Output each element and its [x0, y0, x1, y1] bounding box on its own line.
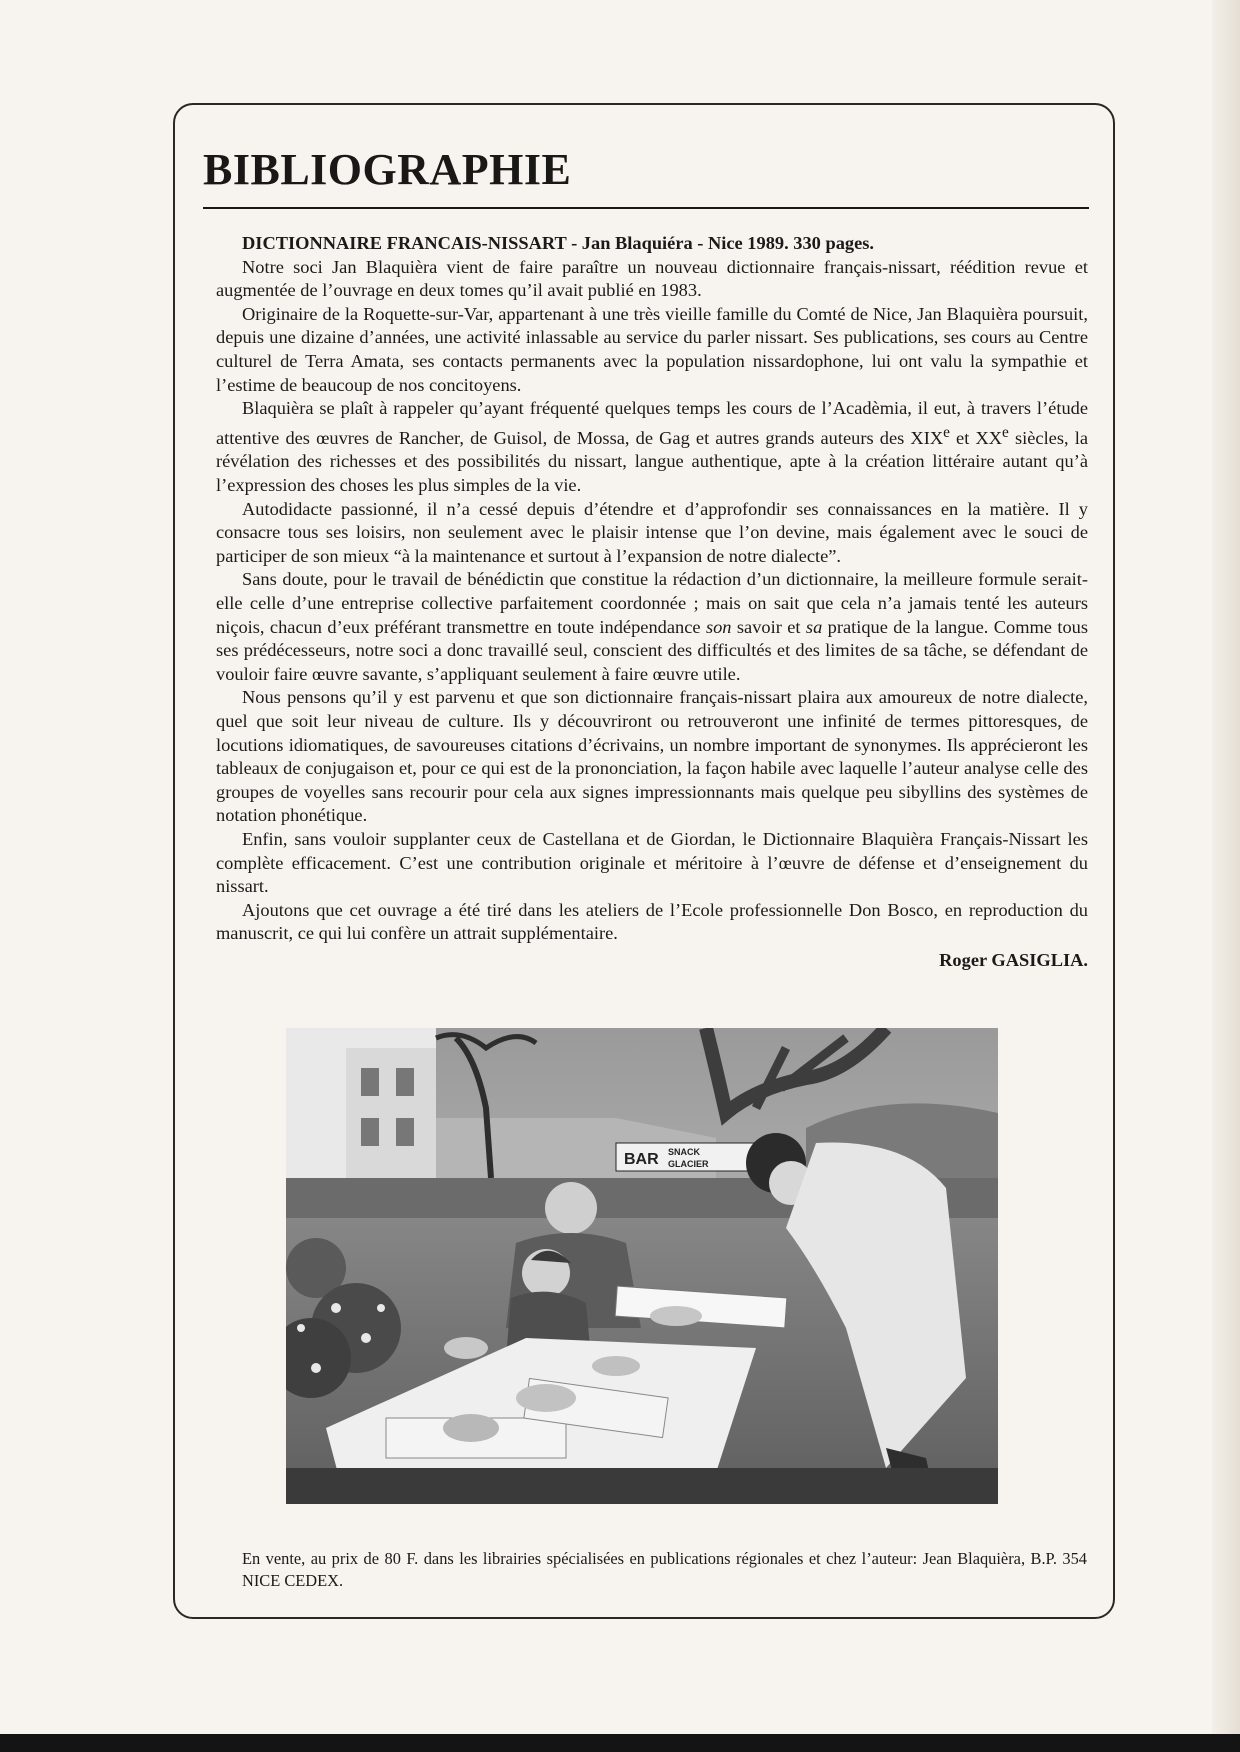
paragraph-3 — [216, 397, 1088, 498]
scan-border — [0, 1734, 1240, 1752]
paragraph-3-part-c: siècles, la révélation des richesses et des possibilités du nissart, langue authentique, apte à la création littéraire autant qu’à l’expression des choses les plus simples de la vie. — [216, 427, 1089, 496]
photo-sign-snack: SNACK — [668, 1147, 701, 1157]
paragraph-4: Autodidacte passionné, il n’a cessé depuis d’étendre et d’approfondir ses connaissances en la matière. Il y consacre tous ses loisirs, non seulement avec le plaisir intense que l’on devine, mais également avec le souci de participer de son mieux “à la maintenance et surtout à l’expansion de notre dialecte”. — [216, 498, 1088, 566]
entry-heading: DICTIONNAIRE FRANCAIS-NISSART - Jan Blaquiéra - Nice 1989. 330 pages. — [242, 233, 875, 253]
paragraph-5-part-b: savoir et — [731, 616, 806, 637]
century-superscript-1: e — [943, 423, 950, 441]
paragraph-3-part-a: Blaquièra se plaît à rappeler qu’ayant fréquenté quelques temps les cours de l’Acadèmia, il eut, à travers l’étude attentive des œuvres de Rancher, de Guisol, de Mossa, de Gag et autres grands auteurs des XIX — [216, 398, 1088, 448]
photo-stone-5 — [592, 1356, 640, 1376]
article-body — [216, 232, 1088, 973]
photo-elderly-man-head — [545, 1182, 597, 1234]
photo-illustration — [286, 1028, 998, 1504]
author-signature: Roger GASIGLIA. — [939, 949, 1088, 970]
title-rule — [203, 207, 1089, 209]
photo-stone-2 — [516, 1384, 576, 1412]
article-photo — [286, 1028, 998, 1504]
section-title: BIBLIOGRAPHIE — [203, 145, 572, 194]
paragraph-5-part-a: Sans doute, pour le travail de bénédictin que constitue la rédaction d’un dictionnaire, la meilleure formule serait-elle celle d’une entreprise collective parfaitement coordonnée ; mais on sait que cela n’a jamais tenté les auteurs niçois, chacun d’eux préférant transmettre en toute indépendance — [216, 569, 1088, 637]
paragraph-5-part-c: pratique de la langue. Comme tous ses prédécesseurs, notre soci a donc travaillé seul, conscient des difficultés et des limites de sa tâche, se défendant de vouloir faire œuvre savante, s’appliquant seulement à faire œuvre utile. — [216, 616, 1089, 684]
paragraph-3-part-b: et XX — [949, 427, 1003, 448]
photo-stone-3 — [444, 1337, 488, 1359]
paragraph-2: Originaire de la Roquette-sur-Var, appartenant à une très vieille famille du Comté de Nice, Jan Blaquièra poursuit, depuis une dizaine d’années, une activité inlassable au service du parler nissart. Ses publications, ses cours au Centre culturel de Terra Amata, ses contacts permanents avec la population nissardophone, lui ont valu la sympathie et l’estime de beaucoup de nos concitoyens. — [216, 303, 1088, 395]
emphasis-sa: sa — [805, 616, 823, 637]
photo-sign-glacier: GLACIER — [668, 1159, 709, 1169]
century-superscript-2: e — [1002, 423, 1009, 441]
photo-stone-1 — [443, 1414, 499, 1442]
emphasis-son: son — [705, 616, 732, 637]
paragraph-1: Notre soci Jan Blaquièra vient de faire paraître un nouveau dictionnaire français-nissart, réédition revue et augmentée de l’ouvrage en deux tomes qu’il avait publié en 1983. — [216, 256, 1088, 301]
paragraph-5 — [216, 568, 1088, 686]
paragraph-7: Enfin, sans vouloir supplanter ceux de Castellana et de Giordan, le Dictionnaire Blaquièra Français-Nissart les complète efficacement. C’est une contribution originale et méritoire à l’œuvre de défense et d’enseignement du nissart. — [216, 828, 1088, 897]
paragraph-8: Ajoutons que cet ouvrage a été tiré dans les ateliers de l’Ecole professionnelle Don Bosco, en reproduction du manuscrit, ce qui lui confère un attrait supplémentaire. — [216, 899, 1088, 944]
photo-sign-bar: BAR — [624, 1151, 659, 1168]
paragraph-6: Nous pensons qu’il y est parvenu et que son dictionnaire français-nissart plaira aux amoureux de notre dialecte, quel que soit leur niveau de culture. Ils y découvriront ou retrouveront une infinité de termes pittoresques, de locutions idiomatiques, de savoureuses citations d’écrivains, un nombre important de synonymes. Ils apprécieront les tableaux de conjugaison et, pour ce qui est de la prononciation, la façon habile avec laquelle l’auteur analyse celle des groupes de voyelles sans recourir pour cela aux signes impressionnants mais quelque peu sibyllins des systèmes de notation phonétique. — [216, 687, 1088, 826]
page-spine-shadow — [1212, 0, 1240, 1734]
photo-stone-4 — [650, 1306, 702, 1326]
photo-caption: En vente, au prix de 80 F. dans les librairies spécialisées en publications régionales et chez l’auteur: Jean Blaquièra, B.P. 354 NICE CEDEX. — [242, 1549, 1087, 1590]
